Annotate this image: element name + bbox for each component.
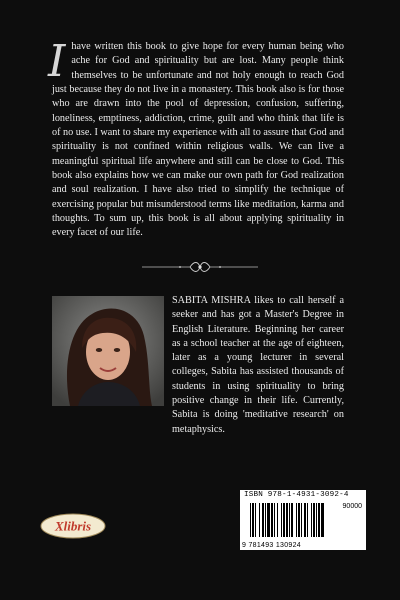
barcode-bars — [248, 501, 358, 539]
author-bio: SABITA MISHRA likes to call herself a seeker and has got a Master's Degree in English Literature. Beginning her career as a school teacher at the age of eighteen, later as a young lecturer in several colleges, Sabita has assisted thousands of students in using spirituality to bring positive change in their life. Currently, Sabita is doing 'meditative research' on metaphysics. — [172, 295, 344, 435]
isbn-label: ISBN 978-1-4931-3092-4 — [244, 491, 349, 499]
barcode-digits: 9 781493 130924 — [242, 542, 301, 549]
price-code: 90000 — [342, 503, 362, 510]
back-cover-blurb — [48, 36, 344, 241]
barcode — [240, 490, 366, 550]
blurb-text: have written this book to give hope for every human being who ache for God and spirituality but are lost. Many people think themselves to be unfortunate and not holy enough to reach God just because they do not live in a monastery. This book also is for those who are drawn into the pool of depression, confusion, suffering, loneliness, emptiness, addiction, crime, guilt and who think that life is of no use. I want to share my experience with all to assure that God and spirituality is not confined within religious walls. We can live a meaningful spiritual life anywhere and still can be close to God. This book also explains how we can make our own path for God realization and soul realization. I have also tried to simplify the technique of exercising popular but misunderstood terms like meditation, karma and thoughts. To sum up, this book is all about applying spirituality in every facet of our life. — [52, 41, 344, 239]
ornamental-divider — [140, 260, 260, 274]
svg-text:Xlibris: Xlibris — [54, 518, 92, 534]
drop-cap: I — [48, 36, 66, 87]
xlibris-logo — [40, 513, 106, 539]
author-photo — [52, 296, 164, 406]
